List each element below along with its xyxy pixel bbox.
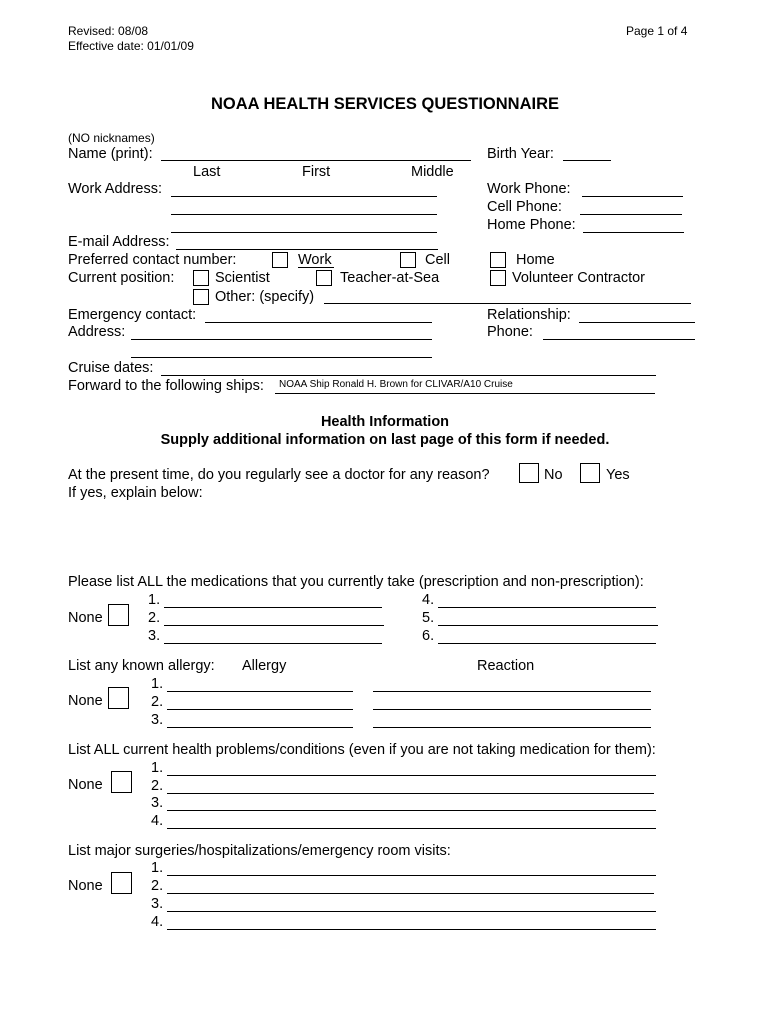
allergy-num-1: 1. xyxy=(151,676,164,692)
email-field[interactable] xyxy=(176,249,438,250)
preferred-contact-label: Preferred contact number: xyxy=(68,252,237,268)
health-heading: Health Information xyxy=(320,414,450,430)
position-other-field[interactable] xyxy=(324,303,691,304)
emergency-address-label: Address: xyxy=(68,324,126,340)
surgeries-none-label: None xyxy=(68,878,103,894)
condition-num-3: 3. xyxy=(151,795,164,811)
name-label: Name (print): xyxy=(68,146,153,162)
position-volunteer-label: Volunteer Contractor xyxy=(512,270,645,286)
doctor-no-checkbox[interactable] xyxy=(519,463,539,483)
contact-home-label: Home xyxy=(516,252,555,268)
medication-field-5[interactable] xyxy=(438,625,658,626)
birth-year-label: Birth Year: xyxy=(487,146,554,162)
reaction-field-3[interactable] xyxy=(373,727,651,728)
name-field[interactable] xyxy=(161,160,471,161)
medication-field-4[interactable] xyxy=(438,607,656,608)
last-caption: Last xyxy=(193,164,221,180)
reaction-field-1[interactable] xyxy=(373,691,651,692)
emergency-phone-label: Phone: xyxy=(487,324,533,340)
health-subheading: Supply additional information on last page of this form if needed. xyxy=(160,432,610,448)
surgery-num-4: 4. xyxy=(151,914,164,930)
position-scientist-label: Scientist xyxy=(215,270,270,286)
cell-phone-label: Cell Phone: xyxy=(487,199,562,215)
emergency-address-line-1[interactable] xyxy=(131,339,432,340)
cruise-dates-field[interactable] xyxy=(161,375,656,376)
relationship-label: Relationship: xyxy=(487,307,571,323)
work-phone-label: Work Phone: xyxy=(487,181,571,197)
home-phone-label: Home Phone: xyxy=(487,217,576,233)
medication-field-6[interactable] xyxy=(438,643,656,644)
position-teacher-checkbox[interactable] xyxy=(316,270,332,286)
surgery-num-3: 3. xyxy=(151,896,164,912)
relationship-field[interactable] xyxy=(579,322,695,323)
medications-none-checkbox[interactable] xyxy=(108,604,129,626)
emergency-contact-field[interactable] xyxy=(205,322,432,323)
if-yes-explain: If yes, explain below: xyxy=(68,485,203,501)
effective-date: Effective date: 01/01/09 xyxy=(68,39,194,53)
medication-field-2[interactable] xyxy=(164,625,384,626)
allergy-column-header: Allergy xyxy=(242,658,287,674)
allergy-prompt: List any known allergy: xyxy=(68,658,215,674)
surgery-field-2[interactable] xyxy=(167,893,654,894)
surgeries-prompt: List major surgeries/hospitalizations/emergency room visits: xyxy=(68,843,451,859)
form-title: NOAA HEALTH SERVICES QUESTIONNAIRE xyxy=(210,95,560,113)
allergy-field-3[interactable] xyxy=(167,727,353,728)
condition-field-4[interactable] xyxy=(167,828,656,829)
revised-date: Revised: 08/08 xyxy=(68,24,149,38)
work-address-line-1[interactable] xyxy=(171,196,437,197)
position-teacher-label: Teacher-at-Sea xyxy=(340,270,440,286)
surgery-num-2: 2. xyxy=(151,878,164,894)
current-position-label: Current position: xyxy=(68,270,175,286)
med-num-4: 4. xyxy=(422,592,435,608)
condition-num-4: 4. xyxy=(151,813,164,829)
allergy-num-3: 3. xyxy=(151,712,164,728)
allergy-field-1[interactable] xyxy=(167,691,353,692)
forward-ships-label: Forward to the following ships: xyxy=(68,378,264,394)
allergy-none-label: None xyxy=(68,693,103,709)
condition-num-2: 2. xyxy=(151,778,164,794)
position-scientist-checkbox[interactable] xyxy=(193,270,209,286)
page-number: Page 1 of 4 xyxy=(626,24,688,38)
allergy-num-2: 2. xyxy=(151,694,164,710)
emergency-contact-label: Emergency contact: xyxy=(68,307,197,323)
surgery-field-1[interactable] xyxy=(167,875,656,876)
position-other-checkbox[interactable] xyxy=(193,289,209,305)
medications-none-label: None xyxy=(68,610,103,626)
med-num-5: 5. xyxy=(422,610,435,626)
doctor-yes-checkbox[interactable] xyxy=(580,463,600,483)
home-phone-field[interactable] xyxy=(583,232,684,233)
forward-ships-value: NOAA Ship Ronald H. Brown for CLIVAR/A10 Cruise xyxy=(279,379,513,390)
cruise-dates-label: Cruise dates: xyxy=(68,360,154,376)
doctor-yes-label: Yes xyxy=(606,467,630,483)
emergency-phone-field[interactable] xyxy=(543,339,695,340)
condition-num-1: 1. xyxy=(151,760,164,776)
surgery-field-3[interactable] xyxy=(167,911,656,912)
condition-field-2[interactable] xyxy=(167,793,654,794)
contact-cell-checkbox[interactable] xyxy=(400,252,416,268)
allergy-none-checkbox[interactable] xyxy=(108,687,129,709)
forward-ships-field[interactable] xyxy=(275,393,655,394)
reaction-field-2[interactable] xyxy=(373,709,651,710)
medication-field-3[interactable] xyxy=(164,643,382,644)
surgery-num-1: 1. xyxy=(151,860,164,876)
doctor-question: At the present time, do you regularly see a doctor for any reason? xyxy=(68,467,490,483)
med-num-2: 2. xyxy=(148,610,161,626)
email-label: E-mail Address: xyxy=(68,234,170,250)
contact-work-checkbox[interactable] xyxy=(272,252,288,268)
contact-work-underline xyxy=(298,267,334,268)
condition-field-3[interactable] xyxy=(167,810,656,811)
work-address-line-3[interactable] xyxy=(171,232,437,233)
medications-prompt: Please list ALL the medications that you currently take (prescription and non-prescription): xyxy=(68,574,644,590)
position-other-label: Other: (specify) xyxy=(215,289,315,305)
conditions-prompt: List ALL current health problems/conditions (even if you are not taking medication for them): xyxy=(68,742,656,758)
work-address-line-2[interactable] xyxy=(171,214,437,215)
birth-year-field[interactable] xyxy=(563,160,611,161)
cell-phone-field[interactable] xyxy=(580,214,682,215)
contact-home-checkbox[interactable] xyxy=(490,252,506,268)
position-volunteer-checkbox[interactable] xyxy=(490,270,506,286)
middle-caption: Middle xyxy=(411,164,454,180)
doctor-no-label: No xyxy=(544,467,563,483)
condition-field-1[interactable] xyxy=(167,775,656,776)
med-num-1: 1. xyxy=(148,592,161,608)
reaction-column-header: Reaction xyxy=(477,658,535,674)
first-caption: First xyxy=(302,164,331,180)
med-num-6: 6. xyxy=(422,628,435,644)
contact-cell-label: Cell xyxy=(425,252,450,268)
allergy-field-2[interactable] xyxy=(167,709,353,710)
work-address-label: Work Address: xyxy=(68,181,163,197)
emergency-address-line-2[interactable] xyxy=(131,357,432,358)
contact-work-label: Work xyxy=(298,252,332,268)
med-num-3: 3. xyxy=(148,628,161,644)
medication-field-1[interactable] xyxy=(164,607,382,608)
no-nicknames-note: (NO nicknames) xyxy=(68,131,155,145)
conditions-none-checkbox[interactable] xyxy=(111,771,132,793)
conditions-none-label: None xyxy=(68,777,103,793)
surgery-field-4[interactable] xyxy=(167,929,656,930)
work-phone-field[interactable] xyxy=(582,196,683,197)
surgeries-none-checkbox[interactable] xyxy=(111,872,132,894)
